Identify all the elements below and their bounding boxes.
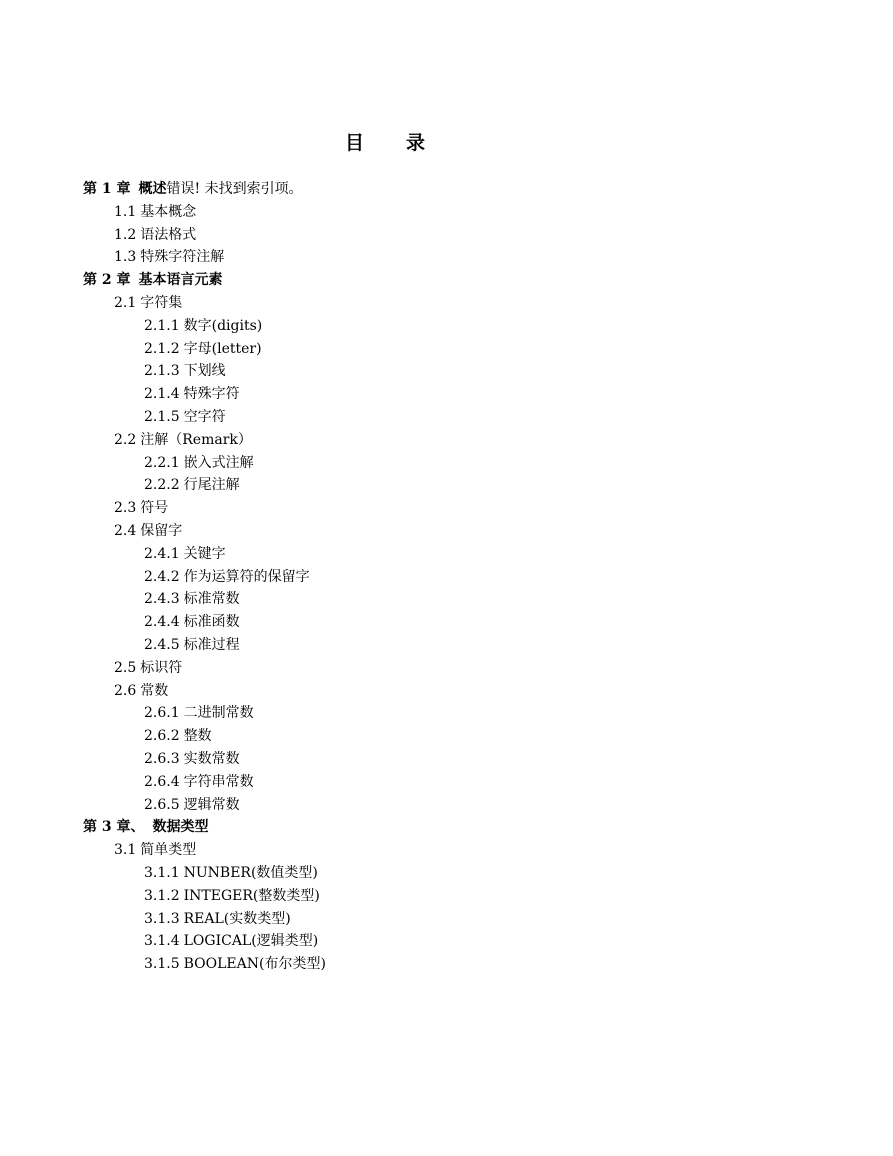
toc-entry-title: 标识符 bbox=[140, 659, 183, 676]
toc-entry-level-3[interactable] bbox=[83, 794, 783, 817]
toc-entry-level-2[interactable] bbox=[83, 839, 783, 862]
toc-entry-level-2[interactable] bbox=[83, 292, 783, 315]
toc-entry-title: LOGICAL(逻辑类型) bbox=[183, 933, 319, 950]
toc-entry-level-1[interactable] bbox=[83, 269, 783, 292]
toc-entry-number: 2.4.5 bbox=[144, 636, 180, 653]
toc-entry-level-2[interactable] bbox=[83, 224, 783, 247]
toc-entry-number: 2.4.3 bbox=[144, 591, 180, 608]
toc-entry-number: 1.3 bbox=[114, 249, 137, 266]
toc-entry-number: 2.1.4 bbox=[144, 386, 180, 403]
title-char-1: 目 bbox=[344, 132, 364, 154]
toc-entry-number: 1.1 bbox=[114, 203, 137, 220]
toc-entry-level-3[interactable] bbox=[83, 566, 783, 589]
toc-entry-level-3[interactable] bbox=[83, 406, 783, 429]
toc-entry-title: 简单类型 bbox=[140, 842, 197, 859]
toc-entry-title: 下划线 bbox=[183, 363, 226, 380]
toc-entry-number: 第 3 章、 bbox=[83, 819, 145, 836]
toc-entry-title: 注解（Remark） bbox=[140, 431, 252, 448]
toc-entry-title: 保留字 bbox=[140, 522, 183, 539]
toc-entry-level-1[interactable] bbox=[83, 816, 783, 839]
table-of-contents bbox=[83, 178, 783, 976]
toc-entry-title: NUNBER(数值类型) bbox=[183, 864, 318, 881]
toc-entry-level-2[interactable] bbox=[83, 497, 783, 520]
toc-entry-level-2[interactable] bbox=[83, 520, 783, 543]
toc-entry-title: 标准常数 bbox=[183, 591, 240, 608]
toc-entry-number: 3.1.2 bbox=[144, 887, 180, 904]
toc-entry-level-3[interactable] bbox=[83, 748, 783, 771]
toc-entry-number: 3.1 bbox=[114, 842, 137, 859]
toc-entry-level-3[interactable] bbox=[83, 953, 783, 976]
toc-entry-number: 2.1.2 bbox=[144, 340, 180, 357]
toc-entry-title: BOOLEAN(布尔类型) bbox=[183, 956, 326, 973]
toc-entry-level-3[interactable] bbox=[83, 452, 783, 475]
toc-entry-title: 数字(digits) bbox=[183, 317, 263, 334]
toc-entry-title: 概述 bbox=[138, 181, 167, 197]
toc-entry-level-1[interactable] bbox=[83, 178, 783, 201]
toc-entry-title: 作为运算符的保留字 bbox=[183, 568, 310, 585]
toc-entry-number: 3.1.4 bbox=[144, 933, 180, 950]
toc-entry-number: 2.2 bbox=[114, 431, 137, 448]
toc-entry-title: 关键字 bbox=[183, 545, 226, 562]
toc-entry-number: 第 1 章 bbox=[83, 181, 131, 197]
toc-entry-level-3[interactable] bbox=[83, 360, 783, 383]
toc-entry-title: 二进制常数 bbox=[183, 705, 254, 722]
toc-entry-level-3[interactable] bbox=[83, 588, 783, 611]
toc-entry-number: 1.2 bbox=[114, 226, 137, 243]
toc-entry-title: 基本概念 bbox=[140, 203, 197, 220]
toc-entry-number: 第 2 章 bbox=[83, 272, 131, 289]
toc-entry-level-3[interactable] bbox=[83, 611, 783, 634]
toc-entry-number: 2.1.5 bbox=[144, 408, 180, 425]
toc-entry-title: 基本语言元素 bbox=[138, 272, 223, 289]
toc-entry-level-3[interactable] bbox=[83, 862, 783, 885]
toc-entry-level-3[interactable] bbox=[83, 885, 783, 908]
toc-entry-number: 3.1.5 bbox=[144, 956, 180, 973]
toc-entry-number: 2.2.2 bbox=[144, 477, 180, 494]
toc-entry-number: 3.1.1 bbox=[144, 864, 180, 881]
toc-entry-number: 2.4 bbox=[114, 522, 137, 539]
toc-entry-title: 特殊字符 bbox=[183, 386, 240, 403]
toc-entry-level-3[interactable] bbox=[83, 383, 783, 406]
toc-entry-title: 字符串常数 bbox=[183, 773, 254, 790]
toc-entry-number: 2.1 bbox=[114, 294, 137, 311]
toc-entry-title: 整数 bbox=[183, 728, 212, 745]
toc-entry-number: 2.1.1 bbox=[144, 317, 180, 334]
page-title bbox=[0, 128, 770, 155]
toc-entry-title: 字母(letter) bbox=[183, 340, 262, 357]
toc-entry-number: 2.6.4 bbox=[144, 773, 180, 790]
toc-entry-number: 2.3 bbox=[114, 500, 137, 517]
toc-entry-number: 2.6.5 bbox=[144, 796, 180, 813]
toc-entry-level-3[interactable] bbox=[83, 543, 783, 566]
toc-entry-title: 特殊字符注解 bbox=[140, 249, 225, 266]
toc-entry-title: 符号 bbox=[140, 500, 169, 517]
toc-entry-title: 常数 bbox=[140, 682, 169, 699]
toc-entry-number: 2.4.1 bbox=[144, 545, 180, 562]
toc-entry-level-2[interactable] bbox=[83, 680, 783, 703]
toc-entry-level-3[interactable] bbox=[83, 771, 783, 794]
toc-entry-number: 2.2.1 bbox=[144, 454, 180, 471]
toc-entry-level-3[interactable] bbox=[83, 702, 783, 725]
toc-entry-title: 数据类型 bbox=[152, 819, 209, 836]
toc-entry-title: 标准函数 bbox=[183, 614, 240, 631]
toc-entry-number: 2.1.3 bbox=[144, 363, 180, 380]
toc-entry-number: 2.4.2 bbox=[144, 568, 180, 585]
title-char-2: 录 bbox=[406, 132, 426, 154]
toc-entry-title: 逻辑常数 bbox=[183, 796, 240, 813]
toc-entry-number: 2.6.2 bbox=[144, 728, 180, 745]
toc-entry-number: 2.4.4 bbox=[144, 614, 180, 631]
toc-entry-title: 实数常数 bbox=[183, 750, 240, 767]
toc-entry-title: 语法格式 bbox=[140, 226, 197, 243]
toc-entry-error-text: 错误! 未找到索引项。 bbox=[166, 181, 303, 197]
toc-entry-level-3[interactable] bbox=[83, 634, 783, 657]
toc-entry-number: 2.5 bbox=[114, 659, 137, 676]
toc-entry-level-3[interactable] bbox=[83, 725, 783, 748]
toc-entry-level-3[interactable] bbox=[83, 315, 783, 338]
toc-entry-number: 3.1.3 bbox=[144, 910, 180, 927]
toc-entry-level-3[interactable] bbox=[83, 908, 783, 931]
toc-entry-level-3[interactable] bbox=[83, 338, 783, 361]
toc-entry-level-3[interactable] bbox=[83, 930, 783, 953]
toc-entry-level-2[interactable] bbox=[83, 429, 783, 452]
toc-entry-level-2[interactable] bbox=[83, 657, 783, 680]
toc-entry-level-3[interactable] bbox=[83, 474, 783, 497]
toc-entry-level-2[interactable] bbox=[83, 201, 783, 224]
toc-entry-title: 嵌入式注解 bbox=[183, 454, 254, 471]
toc-entry-title: 行尾注解 bbox=[183, 477, 240, 494]
toc-entry-title: 标准过程 bbox=[183, 636, 240, 653]
toc-entry-title: 空字符 bbox=[183, 408, 226, 425]
toc-entry-number: 2.6.3 bbox=[144, 750, 180, 767]
toc-entry-title: REAL(实数类型) bbox=[183, 910, 291, 927]
toc-entry-number: 2.6.1 bbox=[144, 705, 180, 722]
toc-entry-number: 2.6 bbox=[114, 682, 137, 699]
toc-entry-title: INTEGER(整数类型) bbox=[183, 887, 320, 904]
toc-entry-level-2[interactable] bbox=[83, 246, 783, 269]
toc-entry-title: 字符集 bbox=[140, 294, 183, 311]
